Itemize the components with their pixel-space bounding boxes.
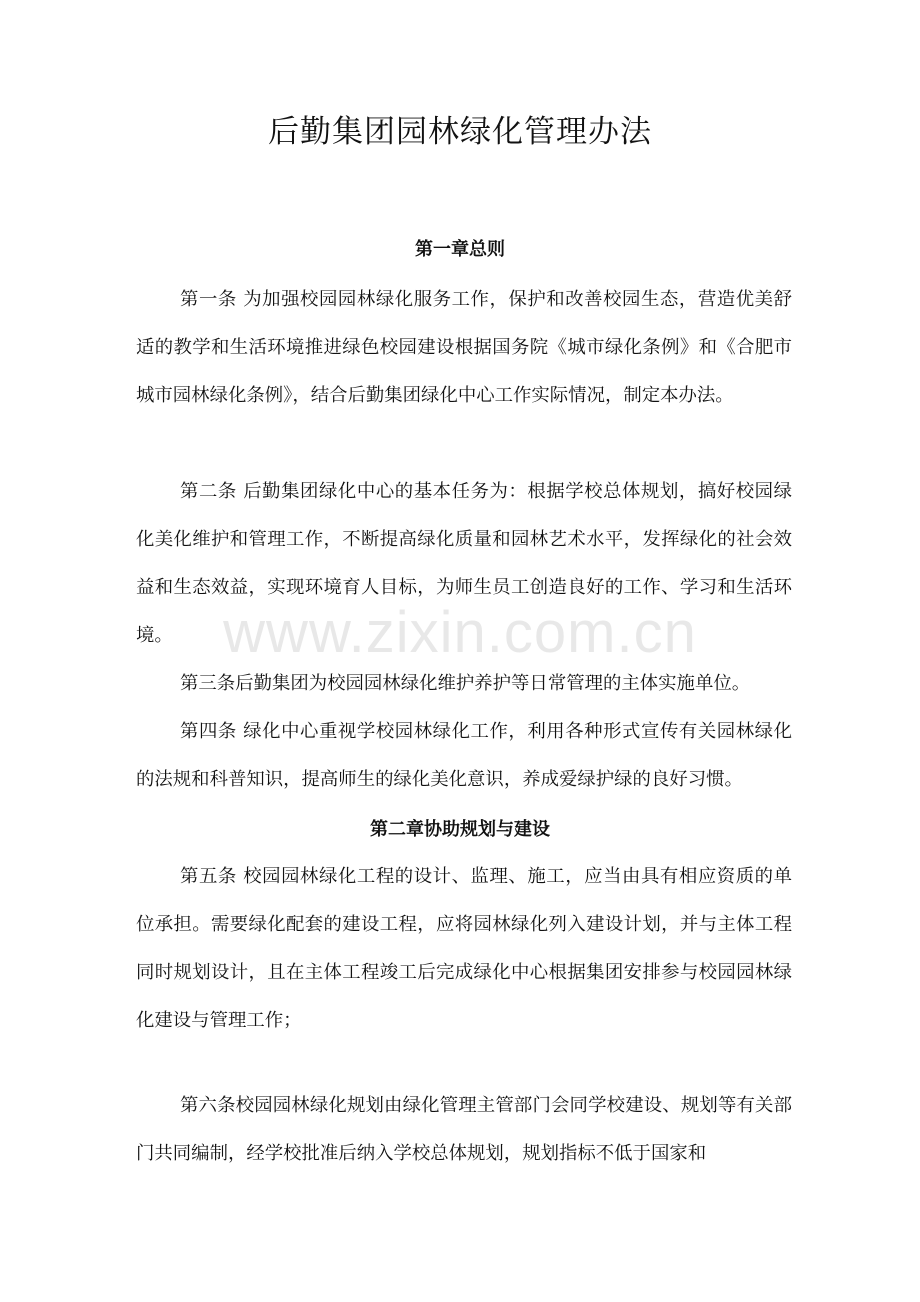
document-title: 后勤集团园林绿化管理办法 (268, 114, 652, 150)
chapter-1-heading: 第一章总则 (415, 239, 505, 260)
article-5: 第五条 校园园林绿化工程的设计、监理、施工，应当由具有相应资质的单位承担。需要绿化配套的建设工程，应将园林绿化列入建设计划，并与主体工程同时规划设计，且在主体工程竣工后完成绿化中心根据集团安排参与校园园林绿化建设与管理工作； (136, 866, 792, 1031)
article-4: 第四条 绿化中心重视学校园林绿化工作，利用各种形式宣传有关园林绿化的法规和科普知识，提高师生的绿化美化意识，养成爱绿护绿的良好习惯。 (136, 721, 792, 790)
article-2: 第二条 后勤集团绿化中心的基本任务为：根据学校总体规划，搞好校园绿化美化维护和管理工作，不断提高绿化质量和园林艺术水平，发挥绿化的社会效益和生态效益，实现环境育人目标，为师生员工创造良好的工作、学习和生活环境。 (136, 481, 792, 646)
article-1: 第一条 为加强校园园林绿化服务工作，保护和改善校园生态，营造优美舒适的教学和生活环境推进绿色校园建设根据国务院《城市绿化条例》和《合肥市城市园林绿化条例》，结合后勤集团绿化中心工作实际情况，制定本办法。 (136, 289, 792, 406)
chapter-2-heading: 第二章协助规划与建设 (370, 819, 550, 840)
article-6: 第六条校园园林绿化规划由绿化管理主管部门会同学校建设、规划等有关部门共同编制，经学校批准后纳入学校总体规划，规划指标不低于国家和 (136, 1095, 792, 1164)
article-3: 第三条后勤集团为校园园林绿化维护养护等日常管理的主体实施单位。 (180, 673, 751, 694)
watermark: www.zixin.com.cn (223, 600, 697, 665)
